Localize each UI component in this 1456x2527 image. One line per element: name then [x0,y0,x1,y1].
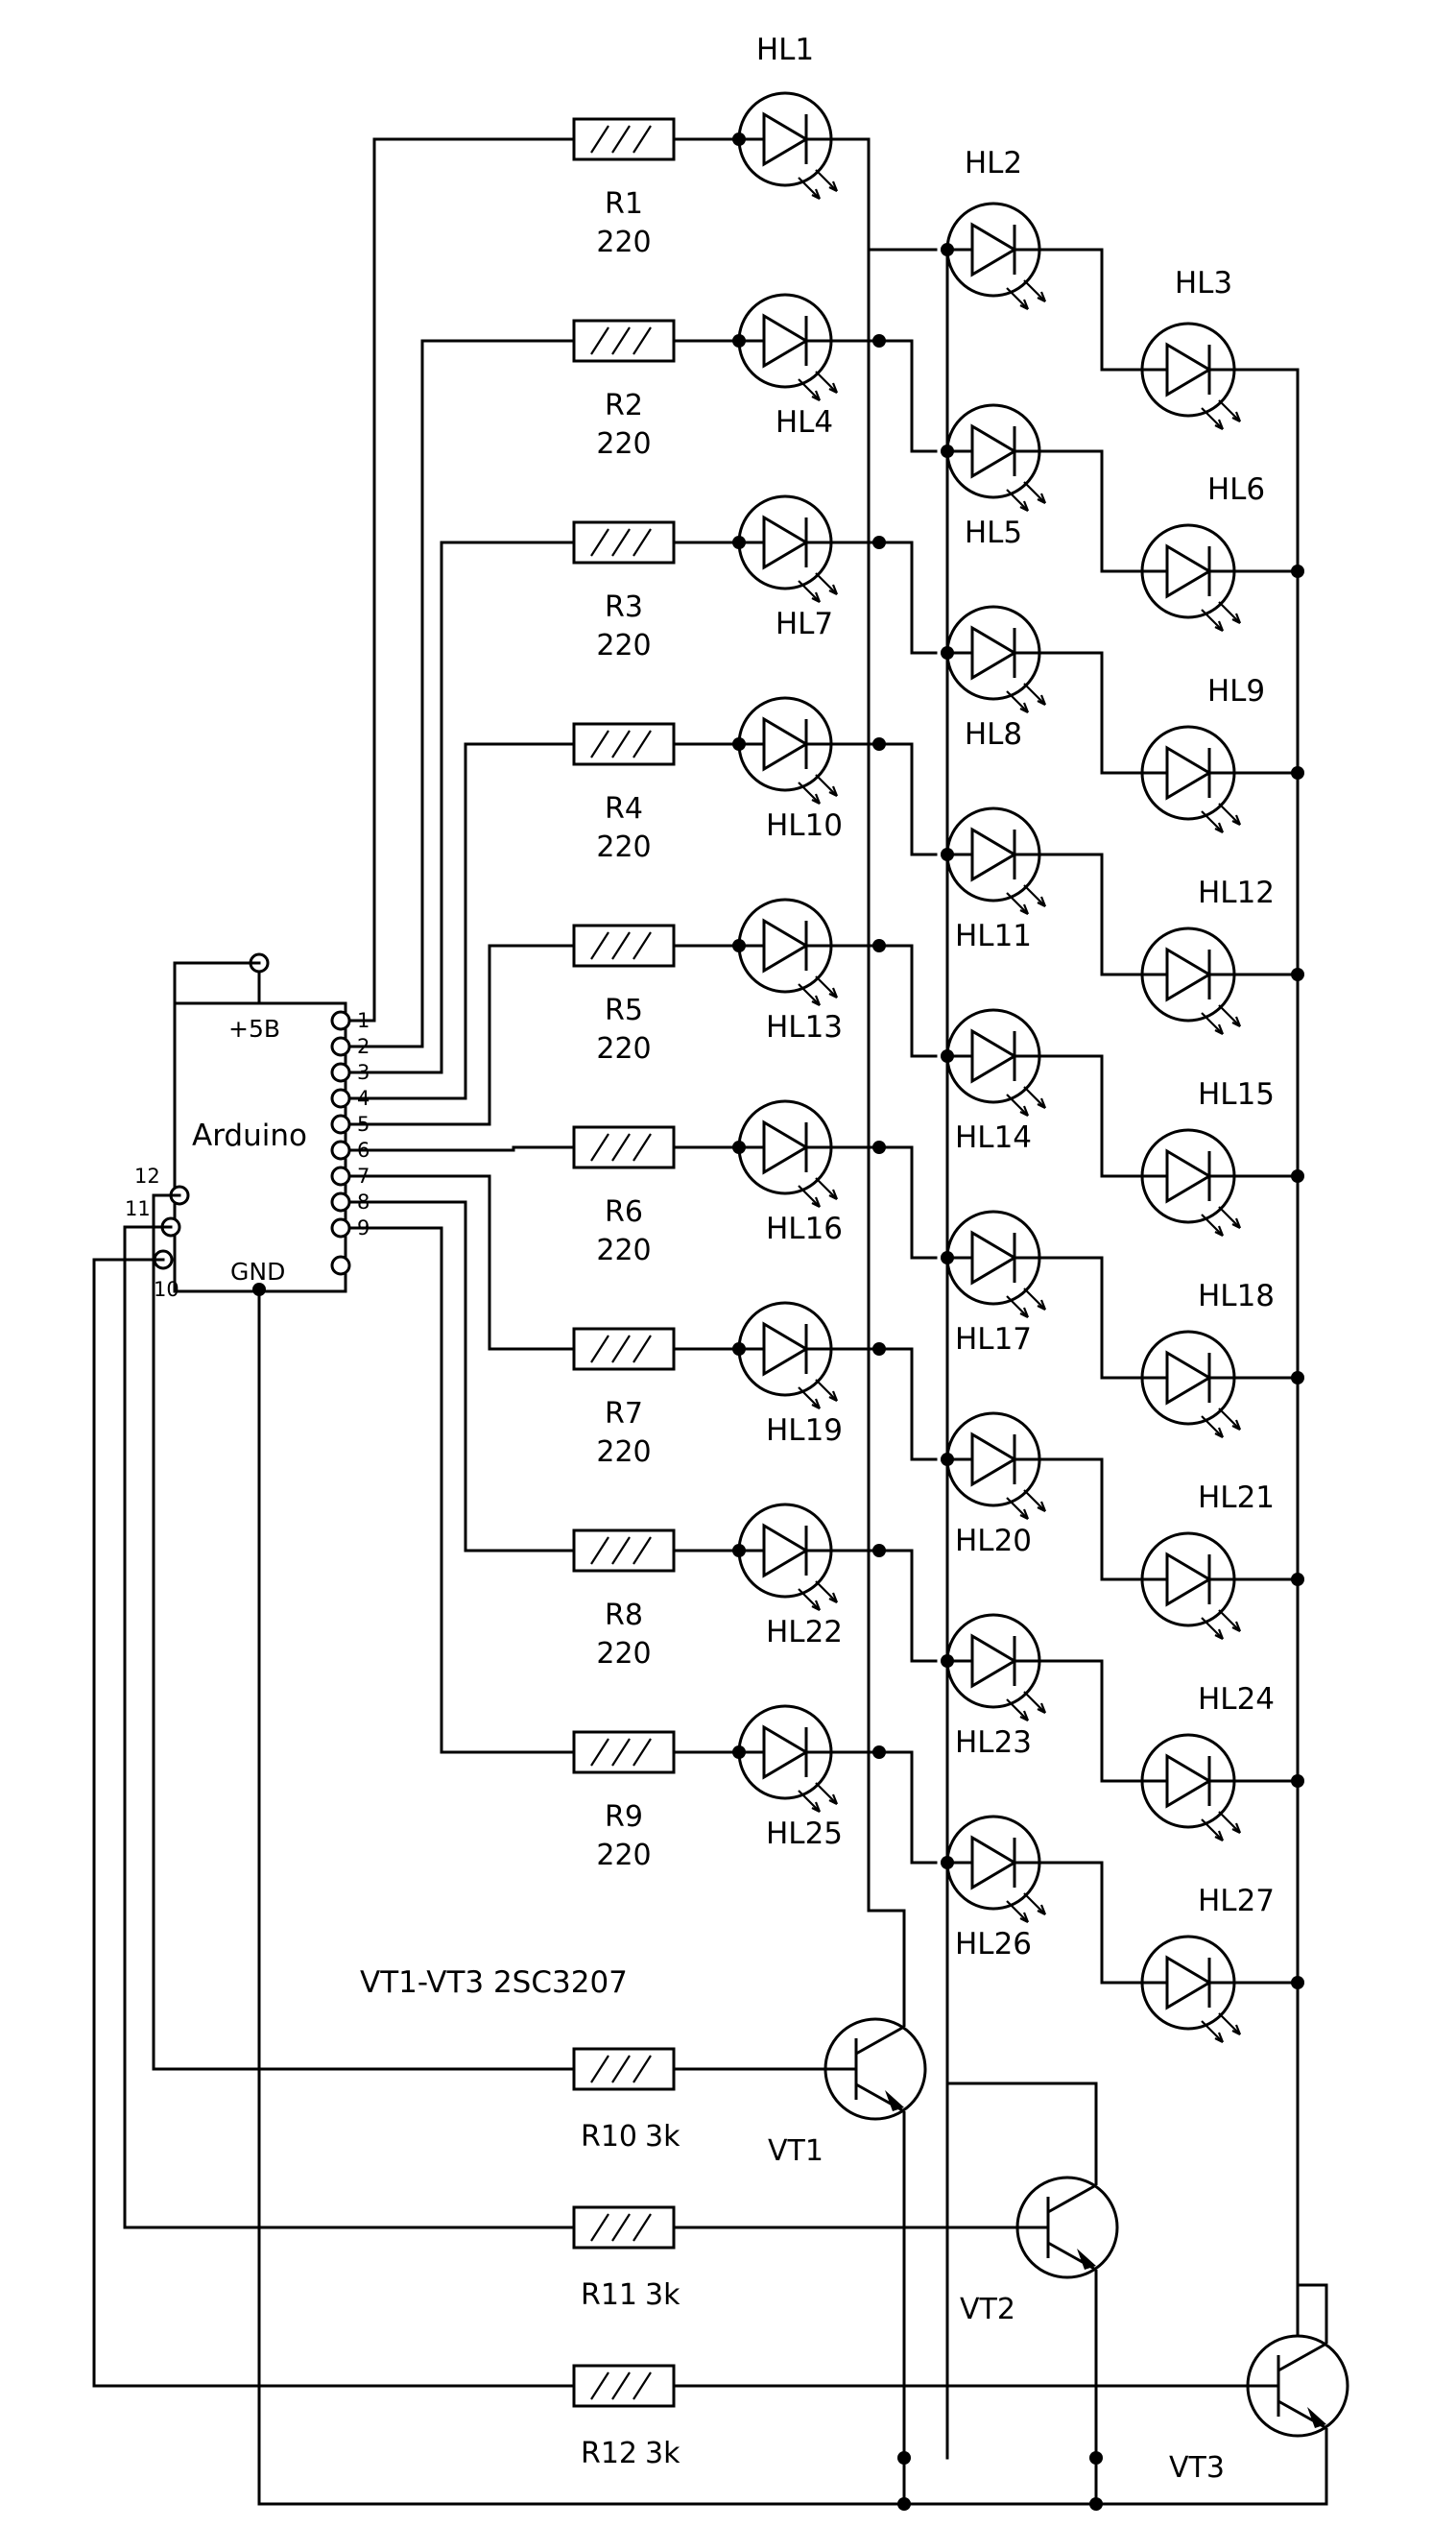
resistor-ref-r9: R9 [605,1800,643,1834]
mcu-pin-3: 3 [357,1061,370,1084]
mcu-pin-11: 11 [125,1197,151,1220]
led-label-hl20: HL20 [954,1524,1033,1558]
mcu-pin-6: 6 [357,1139,370,1162]
led-label-hl26: HL26 [954,1927,1033,1961]
led-label-hl25: HL25 [765,1817,844,1851]
resistor-value-r7: 220 [596,1435,652,1469]
led-label-hl19: HL19 [765,1413,844,1448]
led-label-hl18: HL18 [1197,1279,1276,1313]
transistor-ref-vt1: VT1 [768,2134,823,2168]
mcu-pin-9: 9 [357,1216,370,1239]
led-label-hl14: HL14 [954,1120,1033,1155]
resistor-value-r3: 220 [596,629,652,662]
led-label-hl3: HL3 [1174,266,1233,301]
resistor-value-r8: 220 [596,1637,652,1671]
resistor-value-r9: 220 [596,1839,652,1872]
led-label-hl9: HL9 [1206,674,1266,709]
led-label-hl5: HL5 [964,516,1023,550]
mcu-pin-7: 7 [357,1165,370,1188]
resistor-value-r4: 220 [596,830,652,864]
transistor-type-note: VT1-VT3 2SC3207 [360,1965,628,2000]
resistor-ref-r1: R1 [605,187,643,221]
mcu-pin-10: 10 [154,1278,179,1301]
led-label-hl1: HL1 [755,33,815,67]
led-label-hl23: HL23 [954,1725,1033,1760]
resistor-ref-r4: R4 [605,792,643,826]
led-label-hl4: HL4 [775,405,834,440]
resistor-ref-r3: R3 [605,590,643,624]
led-label-hl16: HL16 [765,1212,844,1246]
led-label-hl13: HL13 [765,1010,844,1045]
mcu-pin-2: 2 [357,1035,370,1058]
resistor-value-r11: 3k [645,2278,680,2312]
mcu-pin-5: 5 [357,1113,370,1136]
led-label-hl6: HL6 [1206,472,1266,507]
resistor-value-r1: 220 [596,226,652,259]
resistor-ref-r7: R7 [605,1397,643,1431]
resistor-ref-r11: R11 [581,2278,638,2312]
resistor-ref-r10: R10 [581,2120,638,2154]
led-label-hl17: HL17 [954,1322,1033,1357]
led-label-hl22: HL22 [765,1615,844,1649]
mcu-label: Arduino [192,1119,307,1153]
mcu-power-label: +5B [228,1015,281,1043]
resistor-ref-r5: R5 [605,994,643,1027]
mcu-pin-4: 4 [357,1087,370,1110]
led-label-hl10: HL10 [765,808,844,843]
resistor-ref-r6: R6 [605,1195,643,1229]
resistor-value-r10: 3k [645,2120,680,2154]
led-label-hl8: HL8 [964,717,1023,752]
mcu-ground-label: GND [230,1258,286,1286]
led-label-hl12: HL12 [1197,876,1276,910]
mcu-pin-12: 12 [134,1165,160,1188]
resistor-value-r2: 220 [596,427,652,461]
led-label-hl11: HL11 [954,919,1033,953]
resistor-ref-r8: R8 [605,1599,643,1632]
resistor-ref-r2: R2 [605,389,643,422]
mcu-pin-1: 1 [357,1009,370,1032]
mcu-pin-8: 8 [357,1191,370,1214]
resistor-value-r6: 220 [596,1234,652,1267]
led-label-hl15: HL15 [1197,1077,1276,1112]
led-label-hl21: HL21 [1197,1480,1276,1515]
resistor-value-r5: 220 [596,1032,652,1066]
led-label-hl2: HL2 [964,146,1023,180]
led-label-hl27: HL27 [1197,1884,1276,1918]
transistor-ref-vt3: VT3 [1169,2451,1225,2485]
resistor-ref-r12: R12 [581,2437,638,2470]
resistor-value-r12: 3k [645,2437,680,2470]
led-label-hl7: HL7 [775,607,834,641]
transistor-ref-vt2: VT2 [960,2293,1015,2326]
led-label-hl24: HL24 [1197,1682,1276,1717]
